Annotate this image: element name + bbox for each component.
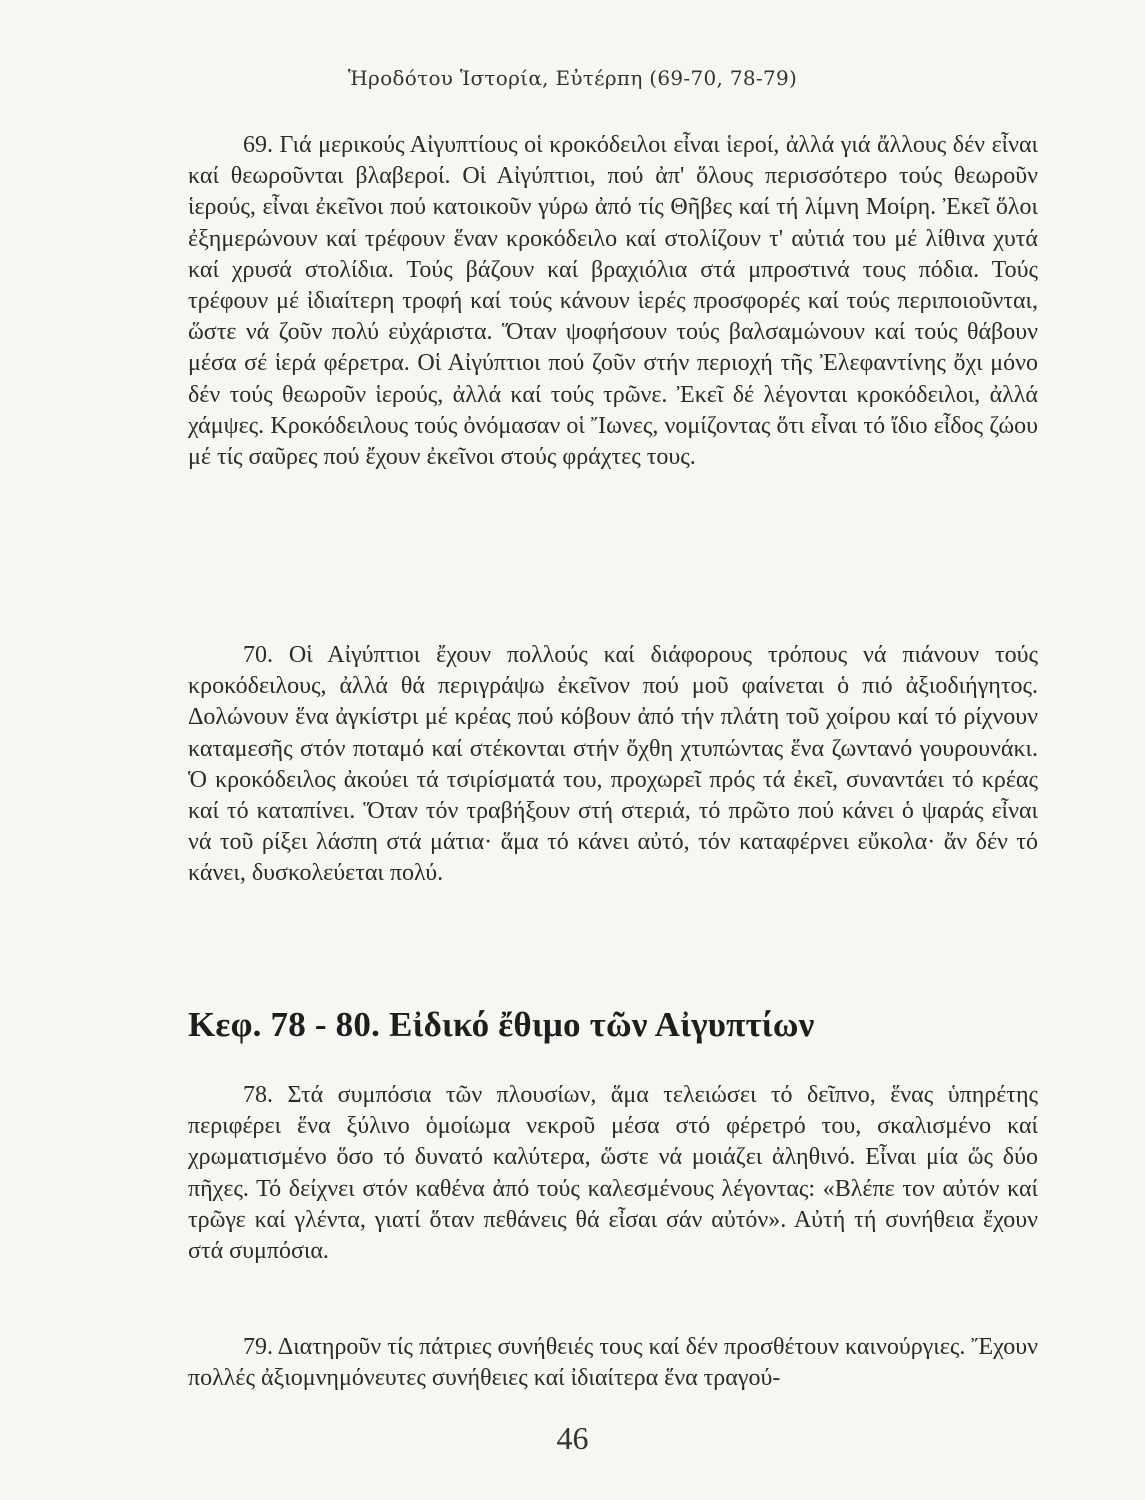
paragraph-text: 69. Γιά μερικούς Αἰγυπτίους οἱ κροκόδειλοι εἶναι ἱεροί, ἀλλά γιά ἄλλους δέν εἶναι καί θεωροῦνται βλαβεροί. Οἱ Αἰγύπτιοι, πού ἀπ' ὅλους περισσότερο τούς θεωροῦν ἱερούς, εἶναι ἐκεῖνοι πού κατοικοῦν γύρω ἀπό τίς Θῆβες καί τή λίμνη Μοίρη. Ἐκεῖ ὅλοι ἐξημερώνουν καί τρέφουν ἕναν κροκόδειλο καί στολίζουν τ' αὐτιά του μέ λίθινα χυτά καί χρυσά στολίδια. Τούς βάζουν καί βραχιόλια στά μπροστινά τους πόδια. Τούς τρέφουν μέ ἰδιαίτερη τροφή καί τούς κάνουν ἱερές προσφορές καί τούς περιποιοῦνται, ὥστε νά ζοῦν πολύ εὐχάριστα. Ὅταν ψοφήσουν τούς βαλσαμώνουν καί τούς θάβουν μέσα σέ ἱερά φέρετρα. Οἱ Αἰγύπτιοι πού ζοῦν στήν περιοχή τῆς Ἐλεφαντίνης ὄχι μόνο δέν τούς θεωροῦν ἱερούς, ἀλλά καί τούς τρῶνε. Ἐκεῖ δέ λέγονται κροκόδειλοι, ἀλλά χάμψες. Κροκόδειλους τούς ὀνόμασαν οἱ Ἴωνες, νομίζοντας ὅτι εἶναι τό ἴδιο εἶδος ζώου μέ τίς σαῦρες πού ἔχουν ἐκεῖνοι στούς φράχτες τους. — [188, 132, 1038, 471]
paragraph-text: 70. Οἱ Αἰγύπτιοι ἔχουν πολλούς καί διάφορους τρόπους νά πιάνουν τούς κροκόδειλους, ἀλλά θά περιγράψω ἐκεῖνον πού μοῦ φαίνεται ὁ πιό ἀξιοδιήγητος. Δολώνουν ἕνα ἀγκίστρι μέ κρέας πού κόβουν ἀπό τήν πλάτη τοῦ χοίρου καί τό ρίχνουν καταμεσῆς στόν ποταμό καί στέκονται στήν ὄχθη χτυπώντας ἕνα ζωντανό γουρουνάκι. Ὁ κροκόδειλος ἀκούει τά τσιρίσματά του, προχωρεῖ πρός τά ἐκεῖ, συναντάει τό κρέας καί τό καταπίνει. Ὅταν τόν τραβήξουν στή στεριά, τό πρῶτο πού κάνει ὁ ψαράς εἶναι νά τοῦ ρίξει λάσπη στά μάτια· ἅμα τό κάνει αὐτό, τόν καταφέρνει εὔκολα· ἄν δέν τό κάνει, δυσκολεύεται πολύ. — [188, 642, 1038, 887]
paragraph-69 — [188, 130, 1038, 473]
paragraph-text: 79. Διατηροῦν τίς πάτριες συνήθειές τους καί δέν προσθέτουν καινούργιες. Ἔχουν πολλές ἀξιομνημόνευτες συνήθειες καί ἰδιαίτερα ἕνα τραγού- — [188, 1334, 1038, 1392]
page-number: 46 — [556, 1420, 589, 1456]
chapter-heading: Κεφ. 78 - 80. Εἰδικό ἔθιμο τῶν Αἰγυπτίων — [188, 1005, 815, 1044]
paragraph-text: 78. Στά συμπόσια τῶν πλουσίων, ἅμα τελειώσει τό δεῖπνο, ἕνας ὑπηρέτης περιφέρει ἕνα ξύλινο ὁμοίωμα νεκροῦ μέσα στό φέρετρό του, σκαλισμένο καί χρωματισμένο ὅσο τό δυνατό καλύτερα, ὥστε νά μοιάζει ἀληθινό. Εἶναι μία ὥς δύο πῆχες. Τό δείχνει στόν καθένα ἀπό τούς καλεσμένους λέγοντας: «Βλέπε τον αὐτόν καί τρῶγε καί γλέντα, γιατί ὅταν πεθάνεις θά εἶσαι σάν αὐτόν». Αὐτή τή συνήθεια ἔχουν στά συμπόσια. — [188, 1082, 1038, 1265]
paragraph-79 — [188, 1332, 1038, 1394]
paragraph-70 — [188, 640, 1038, 890]
running-head: Ἡροδότου Ἱστορία, Εὐτέρπη (69-70, 78-79) — [347, 66, 798, 90]
paragraph-78 — [188, 1080, 1038, 1267]
